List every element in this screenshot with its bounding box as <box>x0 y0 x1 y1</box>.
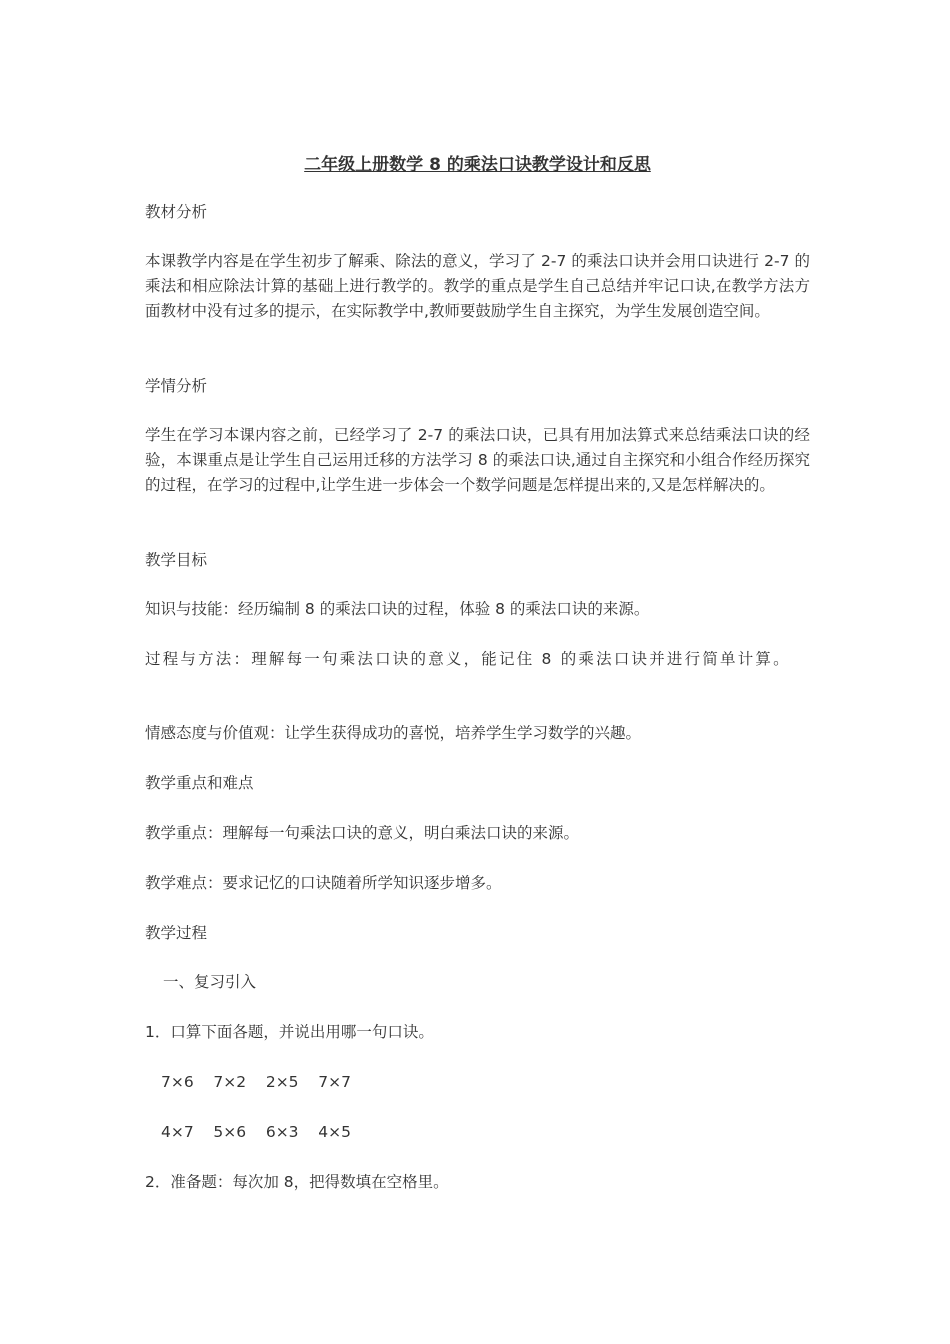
goal-process-method: 过程与方法：理解每一句乘法口诀的意义，能记住 8 的乘法口诀并进行简单计算。 <box>145 650 791 668</box>
calc-row-2: 4×7 5×6 6×3 4×5 <box>161 1123 351 1141</box>
calc-row-1: 7×6 7×2 2×5 7×7 <box>161 1073 351 1091</box>
exercise-item-2: 2．准备题：每次加 8，把得数填在空格里。 <box>145 1173 449 1191</box>
goal-emotion-values: 情感态度与价值观：让学生获得成功的喜悦，培养学生学习数学的兴趣。 <box>145 724 642 742</box>
section-heading-textbook-analysis: 教材分析 <box>145 203 208 221</box>
section-heading-key-difficult-points: 教学重点和难点 <box>145 774 254 792</box>
difficult-point: 教学难点：要求记忆的口诀随着所学知识逐步增多。 <box>145 874 502 892</box>
key-point: 教学重点：理解每一句乘法口诀的意义，明白乘法口诀的来源。 <box>145 824 580 842</box>
paragraph-textbook-analysis: 本课教学内容是在学生初步了解乘、除法的意义，学习了 2-7 的乘法口诀并会用口诀进行 2-7 的乘法和相应除法计算的基础上进行教学的。教学的重点是学生自己总结并牢记口诀,在教学方法方面教材中没有过多的提示，在实际教学中,教师要鼓励学生自主探究，为学生发展创造空间。 <box>145 252 810 320</box>
paragraph-student-analysis: 学生在学习本课内容之前，已经学习了 2-7 的乘法口诀，已具有用加法算式来总结乘法口诀的经验，本课重点是让学生自己运用迁移的方法学习 8 的乘法口诀,通过自主探究和小组合作经历探究的过程，在学习的过程中,让学生进一步体会一个数学问题是怎样提出来的,又是怎样解决的。 <box>145 426 810 494</box>
goal-knowledge-skills: 知识与技能：经历编制 8 的乘法口诀的过程，体验 8 的乘法口诀的来源。 <box>145 600 650 618</box>
step-review-intro: 一、复习引入 <box>163 973 257 991</box>
section-heading-teaching-process: 教学过程 <box>145 924 208 942</box>
section-heading-student-analysis: 学情分析 <box>145 377 208 395</box>
document-title: 二年级上册数学 8 的乘法口诀教学设计和反思 <box>304 155 651 175</box>
exercise-item-1: 1．口算下面各题，并说出用哪一句口诀。 <box>145 1023 434 1041</box>
section-heading-teaching-goals: 教学目标 <box>145 551 208 569</box>
